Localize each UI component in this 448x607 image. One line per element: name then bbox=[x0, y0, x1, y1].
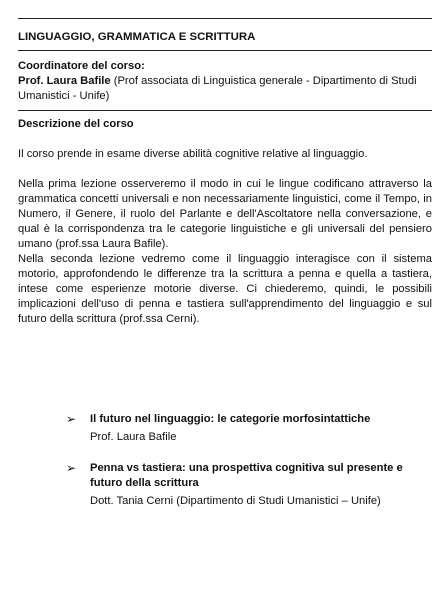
topic-speaker: Prof. Laura Bafile bbox=[90, 431, 177, 443]
arrow-bullet-icon: ➢ bbox=[66, 412, 77, 426]
description-lesson-1: Nella prima lezione osserveremo il modo in cui le lingue codificano attraverso la grammatica concetti universali e non necessariamente linguistici, come il Tempo, in Numero, il Genere, il ruolo del Parlante e dell'Ascoltatore nella conversazione, e qual è la corrispondenza tra le categorie linguistiche e gli universali del pensiero umano (prof.ssa Laura Bafile). bbox=[18, 178, 432, 250]
topic-title: Il futuro nel linguaggio: le categorie morfosintattiche bbox=[90, 413, 371, 425]
description-intro: Il corso prende in esame diverse abilità cognitive relative al linguaggio. bbox=[18, 148, 368, 160]
course-title: LINGUAGGIO, GRAMMATICA E SCRITTURA bbox=[18, 31, 256, 43]
coordinator-label: Coordinatore del corso: bbox=[18, 60, 145, 72]
coordinator-info bbox=[18, 74, 432, 104]
document-page bbox=[18, 18, 432, 327]
description-heading: Descrizione del corso bbox=[18, 118, 134, 130]
description-lesson-2: Nella seconda lezione vedremo come il linguaggio interagisce con il sistema motorio, approfondendo le differenze tra la scrittura a penna e quella a tastiera, intese come esperienze motorie diverse. Ci chiederemo, quindi, le possibili implicazioni dell'uso di penna e tastiera sull'apprendimento del linguaggio e sul futuro della scrittura (prof.ssa Cerni). bbox=[18, 253, 432, 325]
coordinator-detail: (Prof associata di Linguistica generale - Dipartimento di Studi Umanistici - Unife) bbox=[18, 75, 417, 102]
coordinator-name: Prof. Laura Bafile bbox=[18, 75, 111, 87]
coordinator-block bbox=[18, 51, 432, 110]
topics-list bbox=[66, 412, 426, 525]
list-item bbox=[66, 461, 426, 509]
topic-title: Penna vs tastiera: una prospettiva cognitiva sul presente e futuro della scrittura bbox=[90, 462, 403, 489]
topic-speaker: Dott. Tania Cerni (Dipartimento di Studi Umanistici – Unife) bbox=[90, 495, 381, 507]
arrow-bullet-icon: ➢ bbox=[66, 461, 77, 475]
list-item bbox=[66, 412, 426, 445]
